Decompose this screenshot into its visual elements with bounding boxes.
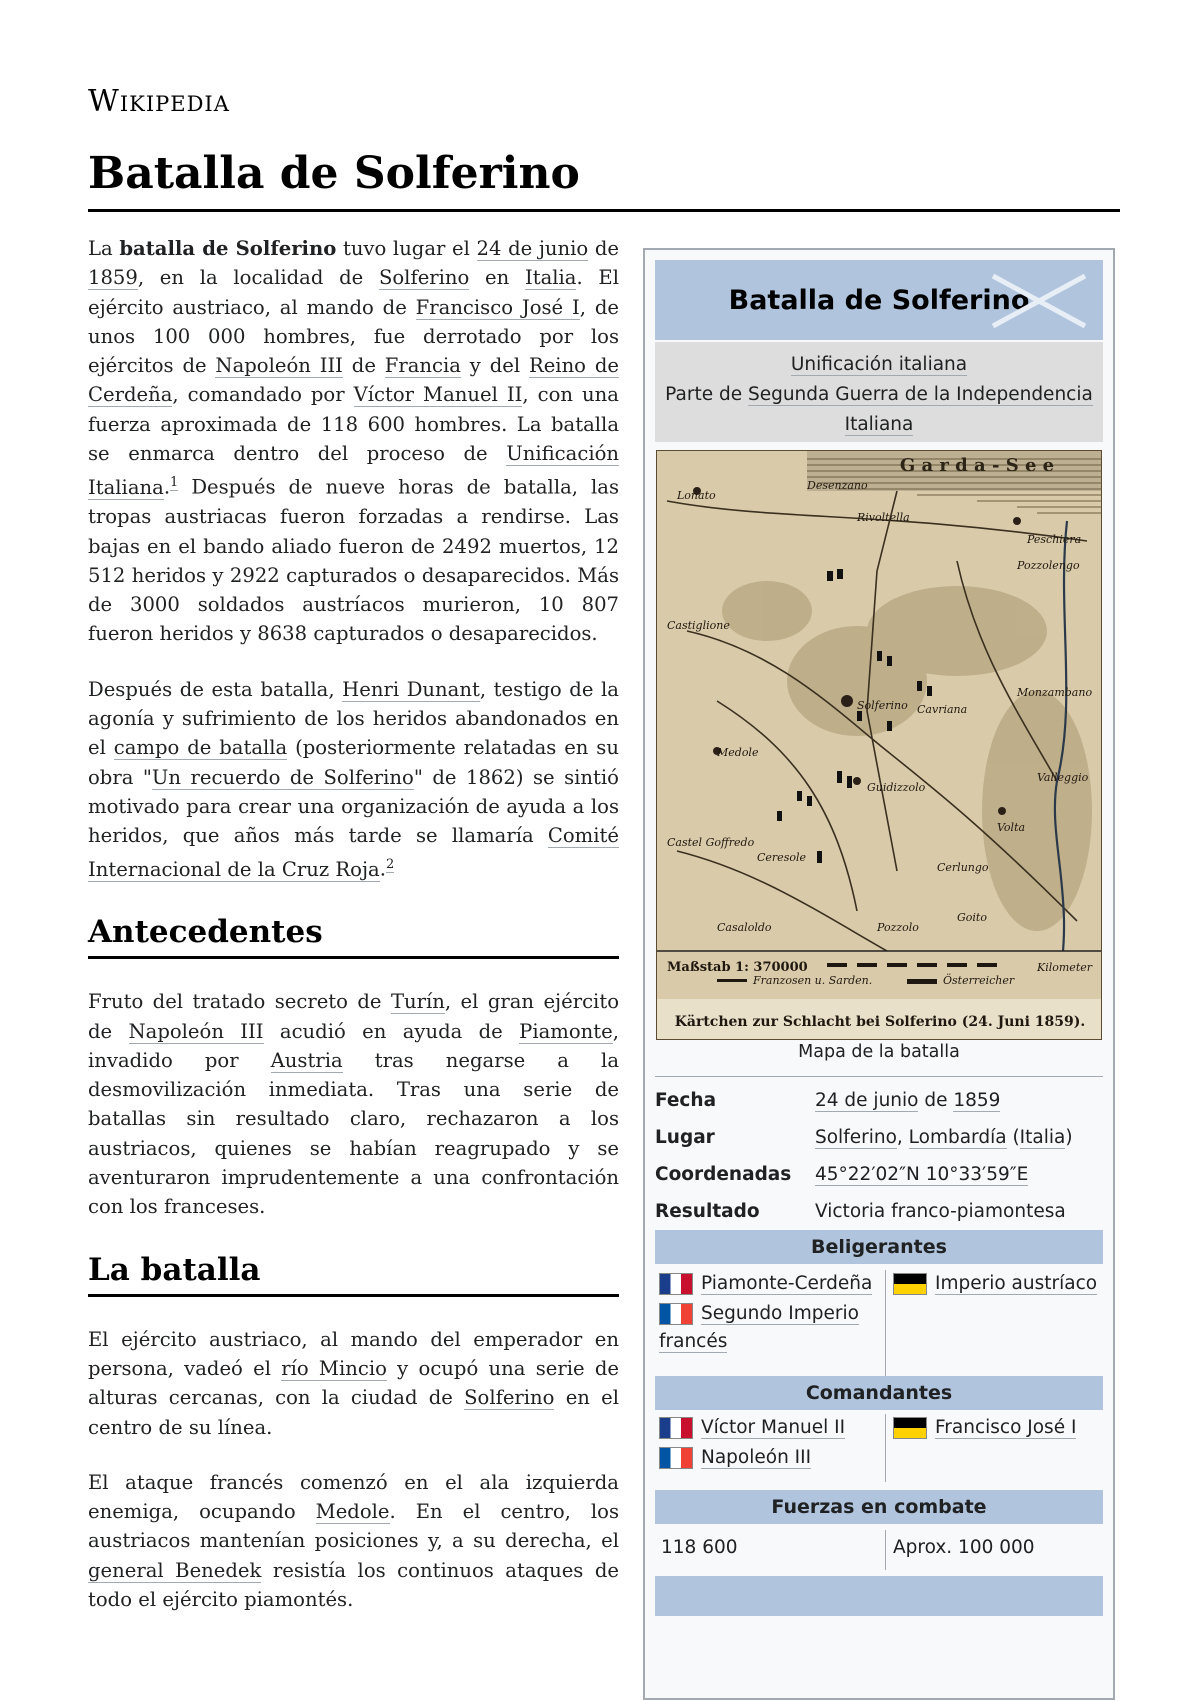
- map-town-label: Guidizzolo: [867, 781, 926, 794]
- map-town-label: Desenzano: [807, 479, 868, 492]
- link-general-benedek[interactable]: general Benedek: [88, 1558, 262, 1582]
- fuerzas-aliados: 118 600: [661, 1537, 738, 1558]
- map-town-label: Volta: [997, 821, 1026, 834]
- link-year[interactable]: 1859: [88, 266, 138, 290]
- comandantes-columns: [655, 1414, 1103, 1482]
- beligerante-francia: [659, 1300, 879, 1356]
- reference-2[interactable]: 2: [385, 857, 395, 873]
- infobox-title: [655, 260, 1103, 340]
- comandante-victor-manuel: [659, 1414, 845, 1442]
- heading-antecedentes: Antecedentes: [88, 914, 619, 959]
- map-town-label: Pozzolo: [877, 921, 919, 934]
- map-town-label: Castel Goffredo: [667, 836, 755, 849]
- link-francia[interactable]: Francia: [384, 354, 461, 378]
- map-town-label: Pozzolengo: [1017, 559, 1080, 572]
- fuerzas-columns: [655, 1530, 1103, 1570]
- link-lugar-lombardia[interactable]: Lombardía: [908, 1127, 1007, 1148]
- map-town-label: Cavriana: [917, 703, 968, 716]
- map-town-label: Castiglione: [667, 619, 730, 632]
- link-francisco-jose[interactable]: Francisco José I: [415, 295, 580, 319]
- beligerantes-columns: [655, 1270, 1103, 1378]
- row-coordenadas: [655, 1164, 1103, 1198]
- comandante-francisco-jose: [893, 1414, 1076, 1442]
- value-fecha: 24 de junio de 1859: [815, 1090, 1001, 1111]
- label-fecha: Fecha: [655, 1090, 717, 1111]
- reference-1[interactable]: 1: [170, 475, 179, 491]
- heading-la-batalla: La batalla: [88, 1252, 619, 1297]
- link-segundo-imperio[interactable]: Segundo Imperio francés: [659, 1303, 859, 1352]
- link-victor-manuel-ii[interactable]: Víctor Manuel II: [701, 1417, 846, 1438]
- map-town-label: Goito: [957, 911, 987, 924]
- paragraph-batalla-2: El ataque francés comenzó en el ala izquierda enemiga, ocupando Medole. En el centro, los austriacos mantenían posiciones y, a su derecha, el general Benedek resistía los continuos ataques de todo el ejército piamontés.: [88, 1470, 619, 1612]
- bold-term: batalla de Solferino: [119, 237, 337, 260]
- map-label-sea: G a r d a - S e e: [899, 455, 1055, 476]
- map-legend-austrian: Österreicher: [943, 974, 1015, 987]
- flag-france-icon: [659, 1447, 693, 1469]
- map-town-label: Cerlungo: [937, 861, 989, 874]
- infobox-subheader: Unificación italiana Parte de Segunda Guerra de la Independencia Italiana: [655, 342, 1103, 442]
- flag-sardinia-icon: [659, 1273, 693, 1295]
- link-francisco-jose-i[interactable]: Francisco José I: [935, 1417, 1077, 1438]
- map-legend-french: Franzosen u. Sarden.: [753, 974, 873, 987]
- band-fuerzas: Fuerzas en combate: [655, 1490, 1103, 1524]
- link-lugar-solferino[interactable]: Solferino: [815, 1127, 897, 1148]
- paragraph-dunant: Después de esta batalla, Henri Dunant, testigo de la agonía y sufrimiento de los heridos abandonados en el campo de batalla (posteriormente relatadas en su obra "Un recuerdo de Solferino" de 1862) se sintió motivado para crear una organización de ayuda a los heridos, que años más tarde se llamaría Comité Internacional de la Cruz Roja.$^2$: [88, 677, 619, 881]
- flag-sardinia-icon: [659, 1417, 693, 1439]
- link-fecha-anio[interactable]: 1859: [953, 1090, 1001, 1111]
- comandante-napoleon: [659, 1444, 811, 1472]
- map-km-label: Kilometer: [1037, 961, 1093, 974]
- map-town-label: Lonato: [677, 489, 716, 502]
- link-lugar-italia[interactable]: Italia: [1019, 1127, 1066, 1148]
- title-rule: [88, 209, 1120, 212]
- link-italia[interactable]: Italia: [524, 266, 577, 290]
- paragraph-batalla-1: El ejército austriaco, al mando del emperador en persona, vadeó el río Mincio y ocupó una serie de alturas cercanas, con la ciudad de Solferino en el centro de su línea.: [88, 1327, 619, 1439]
- map-town-label: Monzambano: [1017, 686, 1093, 699]
- link-unificacion[interactable]: Unificación Italiana: [88, 442, 619, 499]
- link-napoleon[interactable]: Napoleón III: [215, 354, 343, 378]
- row-lugar: [655, 1127, 1103, 1161]
- link-piamonte[interactable]: Piamonte: [519, 1019, 613, 1043]
- label-resultado: Resultado: [655, 1201, 760, 1222]
- infobox-title-text: Batalla de Solferino: [728, 284, 1030, 316]
- map-town-label: Medole: [717, 746, 759, 759]
- value-resultado: Victoria franco-piamontesa: [815, 1201, 1066, 1222]
- link-coordenadas[interactable]: 45°22′02″N 10°33′59″E: [815, 1164, 1029, 1185]
- map-footer-caption: Kärtchen zur Schlacht bei Solferino (24. Juni 1859).: [674, 1014, 1086, 1030]
- link-segunda-guerra[interactable]: Segunda Guerra de la Independencia Italiana: [747, 384, 1093, 435]
- value-lugar: Solferino, Lombardía (Italia): [815, 1127, 1073, 1148]
- page-title: Batalla de Solferino: [88, 148, 580, 199]
- infobox-divider: [655, 1076, 1103, 1077]
- map-scale-label: Maßstab 1: 370000: [667, 960, 808, 975]
- flag-france-icon: [659, 1303, 693, 1325]
- row-fecha: [655, 1090, 1103, 1124]
- map-caption: Mapa de la batalla: [798, 1042, 960, 1062]
- link-turin[interactable]: Turín: [390, 990, 445, 1014]
- battle-map-drawing: [657, 451, 1102, 1040]
- link-imperio-austriaco[interactable]: Imperio austríaco: [935, 1273, 1098, 1294]
- band-beligerantes: Beligerantes: [655, 1230, 1103, 1264]
- beligerante-piamonte: [659, 1270, 872, 1298]
- paragraph-intro: La batalla de Solferino tuvo lugar el 24 de junio de 1859, en la localidad de Solferino en Italia. El ejército austriaco, al mando de Francisco José I, de unos 100 000 hombres, fue derrotado por los ejércitos de Napoleón III de Francia y del Reino de Cerdeña, comandado por Víctor Manuel II, con una fuerza aproximada de 118 600 hombres. La batalla se enmarca dentro del proceso de Unificación Italiana.$^1$ Después de nueve horas de batalla, las tropas austriacas fueron forzadas a rendirse. Las bajas en el bando aliado fueron de 2492 muertos, 12 512 heridos y 2922 capturados o desaparecidos. Más de 3000 soldados austríacos murieron, 10 807 fueron heridos y 8638 capturados o desaparecidos.: [88, 237, 619, 646]
- link-cruz-roja[interactable]: Comité Internacional de la Cruz Roja: [88, 824, 619, 881]
- map-town-label: Peschiera: [1027, 533, 1082, 546]
- link-solferino[interactable]: Solferino: [378, 266, 470, 290]
- fuerzas-austria: Aprox. 100 000: [893, 1537, 1035, 1558]
- crossed-swords-icon: [985, 270, 1095, 332]
- article-body: [88, 234, 619, 1640]
- link-reino-cerdena[interactable]: Reino de Cerdeña: [88, 354, 619, 407]
- link-recuerdo-solferino[interactable]: Un recuerdo de Solferino: [151, 765, 414, 789]
- flag-austria-icon: [893, 1273, 927, 1295]
- link-napoleon-iii[interactable]: Napoleón III: [701, 1447, 812, 1468]
- battle-map-image[interactable]: [656, 450, 1102, 1040]
- map-town-label: Casaloldo: [717, 921, 772, 934]
- link-fecha-dia[interactable]: 24 de junio: [815, 1090, 919, 1111]
- link-piamonte-cerdena[interactable]: Piamonte-Cerdeña: [701, 1273, 873, 1294]
- link-campo-batalla[interactable]: campo de batalla: [113, 736, 288, 760]
- link-medole[interactable]: Medole: [315, 1500, 390, 1524]
- band-next-section: [655, 1576, 1103, 1616]
- map-town-label: Solferino: [857, 699, 908, 712]
- link-rio-mincio[interactable]: río Mincio: [281, 1356, 387, 1380]
- infobox: [643, 248, 1115, 1700]
- value-coordenadas: [815, 1164, 1028, 1185]
- map-town-label: Rivoltella: [857, 511, 910, 524]
- paragraph-antecedentes: Fruto del tratado secreto de Turín, el gran ejército de Napoleón III acudió en ayuda de Piamonte, invadido por Austria tras negarse a la desmovilización inmediata. Tras una serie de batallas sin resultado claro, rechazaron a los austriacos, quienes se habían reagrupado y se aventuraron imprudentemente a una confrontación con los franceses.: [88, 990, 619, 1219]
- beligerante-austria: [893, 1270, 1097, 1298]
- map-town-label: Ceresole: [757, 851, 806, 864]
- link-napoleon-2[interactable]: Napoleón III: [128, 1019, 264, 1043]
- link-victor-manuel[interactable]: Víctor Manuel II: [353, 383, 523, 407]
- link-henri-dunant[interactable]: Henri Dunant: [342, 677, 480, 701]
- flag-austria-icon: [893, 1417, 927, 1439]
- label-coordenadas: Coordenadas: [655, 1164, 792, 1185]
- wikipedia-logo[interactable]: Wikipedia: [88, 84, 230, 119]
- link-date[interactable]: 24 de junio: [476, 237, 589, 260]
- link-austria[interactable]: Austria: [270, 1048, 343, 1072]
- link-unificacion-italiana[interactable]: Unificación italiana: [790, 354, 968, 375]
- label-lugar: Lugar: [655, 1127, 715, 1148]
- map-town-label: Valleggio: [1037, 771, 1089, 784]
- band-comandantes: Comandantes: [655, 1376, 1103, 1410]
- link-solferino-2[interactable]: Solferino: [464, 1386, 555, 1410]
